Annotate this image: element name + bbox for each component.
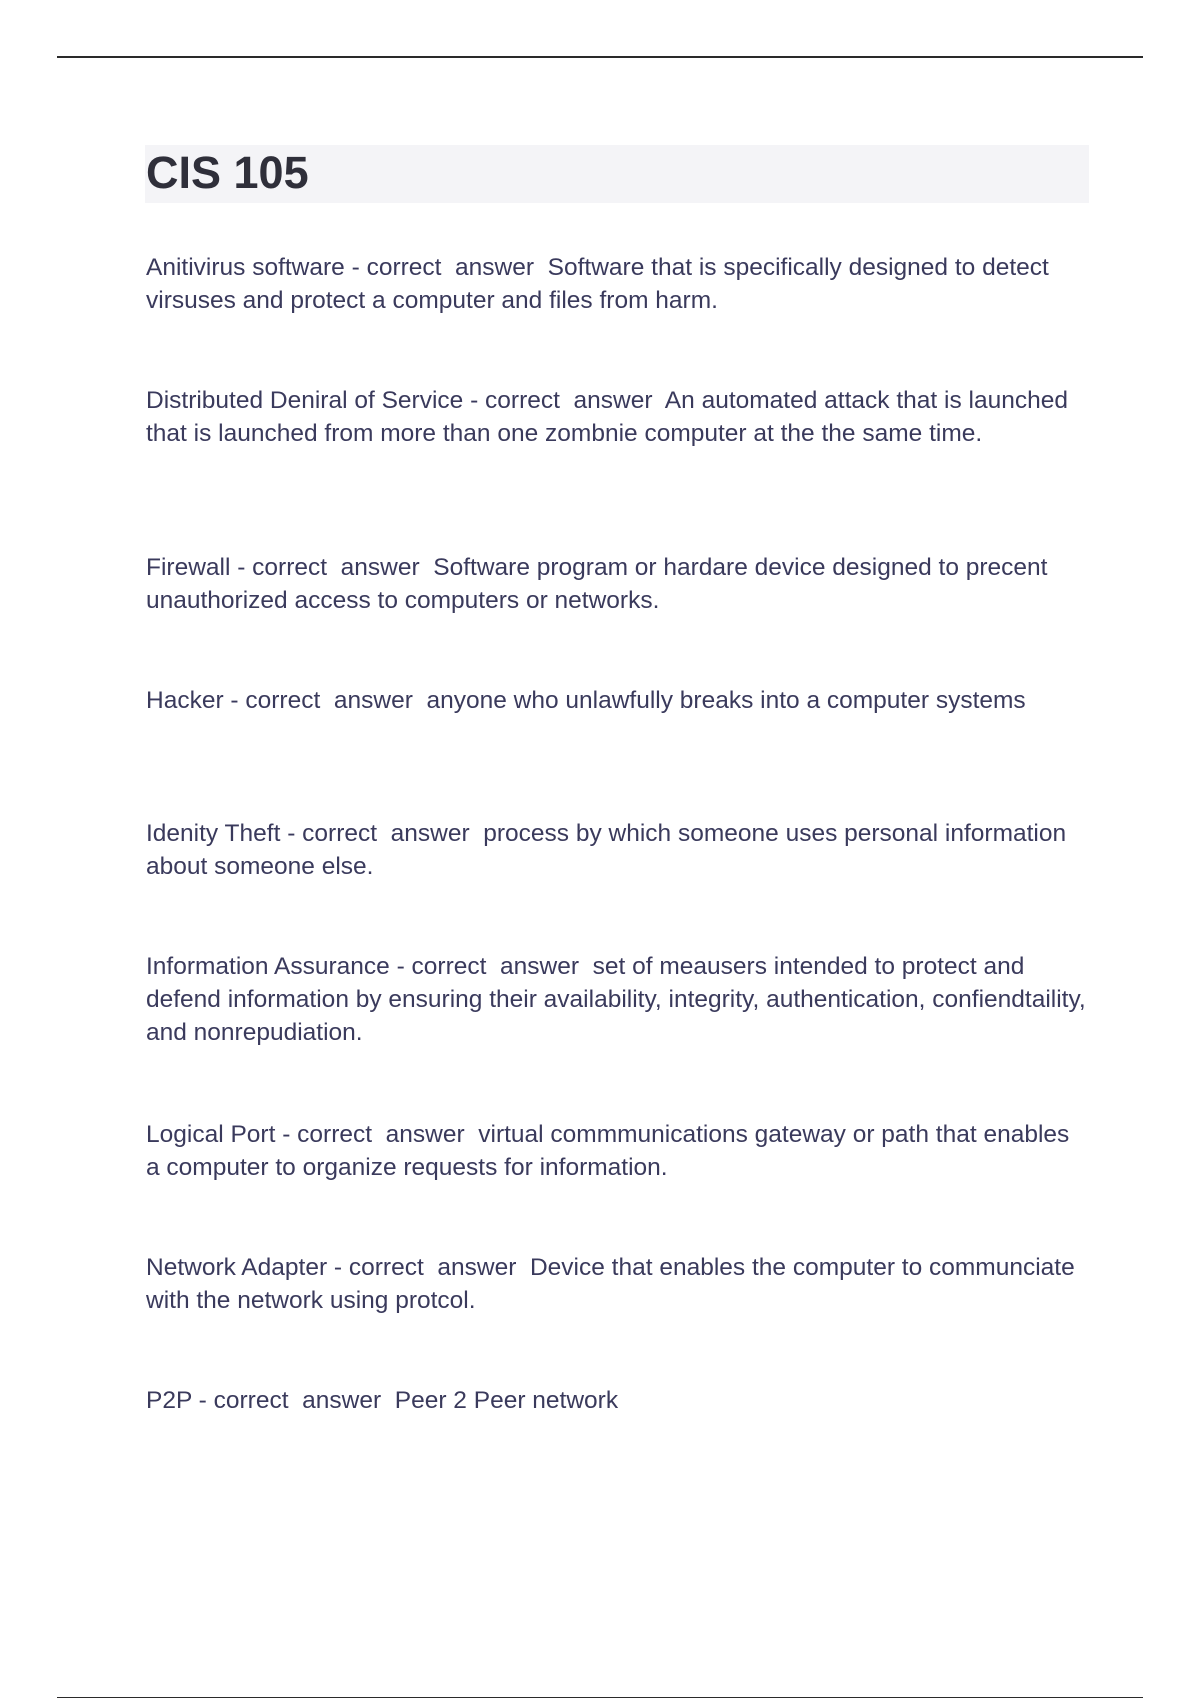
entry-separator: - correct answer xyxy=(191,1387,395,1414)
entry-separator: - correct answer xyxy=(230,554,434,581)
entry-separator: - correct answer xyxy=(389,953,593,980)
entry-term: P2P xyxy=(146,1387,192,1414)
entry-definition: Software program or hardare device designed to precent unauthorized access to computers or networks. xyxy=(146,554,1048,614)
entry-term: Logical Port xyxy=(146,1121,276,1148)
flashcard-entry xyxy=(146,551,1086,617)
entry-separator: - correct answer xyxy=(327,1254,530,1281)
entry-term: Network Adapter xyxy=(146,1254,328,1281)
flashcard-entry xyxy=(146,384,1086,450)
entry-definition: Software that is specifically designed to detect virsuses and protect a computer and files from harm. xyxy=(146,254,1049,314)
entry-separator: - correct answer xyxy=(275,1121,479,1148)
entry-term: Information Assurance xyxy=(146,953,390,980)
entry-definition: set of meausers intended to protect and defend information by ensuring their availability, integrity, authentication, confiendtaility, and nonrepudiation. xyxy=(146,953,1086,1046)
top-rule xyxy=(57,56,1143,58)
entry-separator: - correct answer xyxy=(463,387,665,414)
entry-separator: - correct answer xyxy=(223,687,427,714)
flashcard-entry xyxy=(146,251,1086,317)
entry-separator: - correct answer xyxy=(344,254,548,281)
entry-term: Anitivirus software xyxy=(146,254,345,281)
bottom-rule xyxy=(57,1697,1143,1698)
entry-term: Firewall xyxy=(146,554,231,581)
entry-definition: anyone who unlawfully breaks into a computer systems xyxy=(426,687,1026,714)
entry-definition: Peer 2 Peer network xyxy=(394,1387,619,1414)
entry-term: Hacker xyxy=(146,687,224,714)
entry-definition: virtual commmunications gateway or path that enables a computer to organize requests for information. xyxy=(146,1121,1070,1181)
entry-term: Distributed Deniral of Service xyxy=(146,387,464,414)
flashcard-entry xyxy=(146,1118,1086,1184)
entry-definition: process by which someone uses personal information about someone else. xyxy=(146,820,1067,880)
flashcard-entry xyxy=(146,1251,1086,1317)
entry-term: Idenity Theft xyxy=(146,820,281,847)
entry-definition: Device that enables the computer to communciate with the network using protcol. xyxy=(146,1254,1075,1314)
flashcard-entry xyxy=(146,1384,1086,1417)
page-title: CIS 105 xyxy=(146,147,309,198)
flashcard-entry xyxy=(146,817,1086,883)
flashcard-entry xyxy=(146,684,1086,717)
entry-separator: - correct answer xyxy=(280,820,484,847)
entry-definition: An automated attack that is launched that is launched from more than one zombnie computer at the the same time. xyxy=(146,387,1068,447)
flashcard-entry xyxy=(146,950,1086,1049)
